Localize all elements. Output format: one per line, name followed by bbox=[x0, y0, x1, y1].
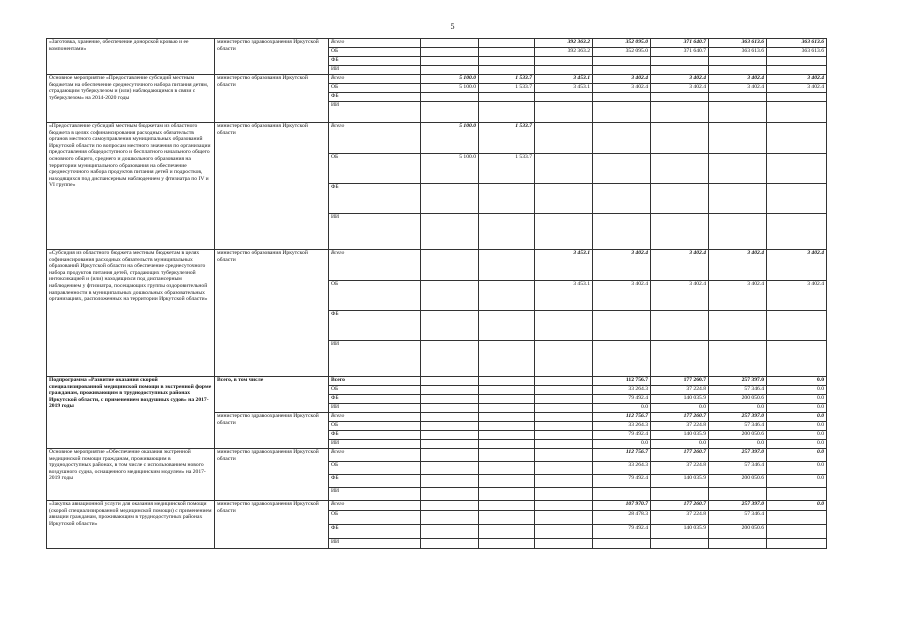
activity-name: Подпрограмма «Развитие оказания скорой специализированной медицинской помощи в экстренной форме гражданам, проживающим в труднодоступных районах Иркутской области, с применением воздушных судов» на 2017-2019 годы bbox=[47, 377, 215, 449]
amount-cell: 0.0 bbox=[593, 404, 651, 413]
amount-cell bbox=[651, 214, 709, 250]
amount-cell bbox=[421, 501, 479, 511]
amount-cell bbox=[479, 431, 535, 440]
amount-cell bbox=[421, 281, 479, 311]
amount-cell: 0.0 bbox=[709, 440, 767, 449]
amount-cell: 5 100.0 bbox=[421, 123, 479, 154]
amount-cell: 57 346.4 bbox=[709, 422, 767, 431]
amount-cell bbox=[421, 341, 479, 377]
amount-cell: 200 050.6 bbox=[709, 395, 767, 404]
funding-source: ИИ bbox=[329, 341, 421, 377]
amount-cell: 37 224.8 bbox=[651, 422, 709, 431]
amount-cell: 3 402.4 bbox=[593, 84, 651, 93]
amount-cell: 33 264.3 bbox=[593, 462, 651, 475]
amount-cell: 1 533.7 bbox=[479, 75, 535, 84]
amount-cell bbox=[421, 102, 479, 123]
amount-cell bbox=[709, 57, 767, 66]
amount-cell bbox=[479, 404, 535, 413]
amount-cell bbox=[421, 404, 479, 413]
amount-cell bbox=[479, 66, 535, 75]
amount-cell bbox=[479, 377, 535, 386]
amount-cell bbox=[421, 311, 479, 341]
activity-name: «Заготовка, хранение, обеспечение донорской кровью и ее компонентами» bbox=[47, 39, 215, 75]
amount-cell: 0.0 bbox=[593, 440, 651, 449]
activity-name: «Субсидия из областного бюджета местным бюджетам в целях софинансирования расходных обязательств муниципальных образований Иркутской области на обеспечение среднесуточного набора продуктов питания детей, страдающих туберкулезной интоксикацией и (или) находящихся под диспансерным наблюдением у фтизиатра, посещающих группы оздоровительной направленности в муниципальных дошкольных образовательных организациях, расположенных на территории Иркутской области» bbox=[47, 250, 215, 377]
amount-cell bbox=[535, 311, 593, 341]
amount-cell bbox=[767, 488, 827, 501]
amount-cell bbox=[421, 511, 479, 525]
amount-cell: 28 478.3 bbox=[593, 511, 651, 525]
funding-source: ИИ bbox=[329, 488, 421, 501]
amount-cell bbox=[593, 214, 651, 250]
amount-cell: 371 640.7 bbox=[651, 39, 709, 48]
amount-cell bbox=[479, 462, 535, 475]
amount-cell bbox=[421, 39, 479, 48]
amount-cell bbox=[593, 341, 651, 377]
amount-cell bbox=[535, 214, 593, 250]
amount-cell: 257 397.0 bbox=[709, 501, 767, 511]
amount-cell bbox=[535, 413, 593, 422]
amount-cell: 112 756.7 bbox=[593, 449, 651, 462]
funding-source: ОБ bbox=[329, 462, 421, 475]
amount-cell bbox=[767, 93, 827, 102]
amount-cell bbox=[767, 341, 827, 377]
amount-cell bbox=[421, 395, 479, 404]
funding-source: ИИ bbox=[329, 404, 421, 413]
table-row bbox=[47, 501, 827, 511]
amount-cell bbox=[767, 511, 827, 525]
amount-cell bbox=[535, 377, 593, 386]
amount-cell bbox=[535, 57, 593, 66]
amount-cell bbox=[421, 250, 479, 281]
amount-cell bbox=[767, 525, 827, 539]
amount-cell bbox=[535, 488, 593, 501]
amount-cell bbox=[651, 93, 709, 102]
amount-cell: 37 224.8 bbox=[651, 386, 709, 395]
amount-cell: 5 100.0 bbox=[421, 154, 479, 184]
funding-source: Всего bbox=[329, 39, 421, 48]
amount-cell: 0.0 bbox=[767, 431, 827, 440]
table-row bbox=[47, 449, 827, 462]
amount-cell: 392 363.2 bbox=[535, 39, 593, 48]
amount-cell bbox=[535, 462, 593, 475]
amount-cell: 352 095.0 bbox=[593, 39, 651, 48]
funding-source: Всего bbox=[329, 250, 421, 281]
table-row bbox=[47, 75, 827, 84]
amount-cell: 79 492.4 bbox=[593, 431, 651, 440]
amount-cell: 3 402.4 bbox=[593, 75, 651, 84]
amount-cell: 140 035.9 bbox=[651, 525, 709, 539]
table-row bbox=[47, 39, 827, 48]
amount-cell: 3 402.4 bbox=[593, 281, 651, 311]
amount-cell: 37 224.8 bbox=[651, 511, 709, 525]
amount-cell bbox=[479, 395, 535, 404]
table-row bbox=[47, 123, 827, 154]
amount-cell bbox=[767, 311, 827, 341]
funding-source: ОБ bbox=[329, 84, 421, 93]
amount-cell: 363 613.6 bbox=[709, 39, 767, 48]
amount-cell bbox=[479, 539, 535, 549]
funding-source: ОБ bbox=[329, 281, 421, 311]
amount-cell bbox=[479, 413, 535, 422]
amount-cell: 177 260.7 bbox=[651, 377, 709, 386]
amount-cell: 371 640.7 bbox=[651, 48, 709, 57]
funding-source: ФБ bbox=[329, 93, 421, 102]
amount-cell bbox=[535, 539, 593, 549]
amount-cell bbox=[651, 341, 709, 377]
amount-cell bbox=[479, 214, 535, 250]
amount-cell bbox=[651, 57, 709, 66]
funding-source: ОБ bbox=[329, 154, 421, 184]
amount-cell: 37 224.8 bbox=[651, 462, 709, 475]
amount-cell bbox=[479, 39, 535, 48]
funding-source: ФБ bbox=[329, 431, 421, 440]
amount-cell: 257 397.0 bbox=[709, 449, 767, 462]
funding-source: ОБ bbox=[329, 48, 421, 57]
funding-source: Всего bbox=[329, 123, 421, 154]
amount-cell: 0.0 bbox=[767, 449, 827, 462]
amount-cell bbox=[479, 48, 535, 57]
amount-cell: 3 453.1 bbox=[535, 281, 593, 311]
amount-cell: 363 613.6 bbox=[709, 48, 767, 57]
amount-cell bbox=[479, 102, 535, 123]
amount-cell bbox=[421, 431, 479, 440]
funding-source: ФБ bbox=[329, 311, 421, 341]
amount-cell: 200 050.6 bbox=[709, 475, 767, 488]
amount-cell: 3 402.4 bbox=[767, 281, 827, 311]
amount-cell: 140 035.9 bbox=[651, 395, 709, 404]
responsible-executor: министерство здравоохранения Иркутской области bbox=[215, 39, 329, 75]
amount-cell: 1 533.7 bbox=[479, 123, 535, 154]
amount-cell bbox=[709, 214, 767, 250]
amount-cell: 0.0 bbox=[767, 413, 827, 422]
amount-cell: 107 970.7 bbox=[593, 501, 651, 511]
amount-cell bbox=[421, 184, 479, 214]
amount-cell bbox=[479, 57, 535, 66]
amount-cell bbox=[767, 184, 827, 214]
amount-cell: 363 613.6 bbox=[767, 39, 827, 48]
responsible-executor: министерство образования Иркутской области bbox=[215, 250, 329, 377]
amount-cell bbox=[421, 422, 479, 431]
funding-source: Всего bbox=[329, 413, 421, 422]
amount-cell: 0.0 bbox=[767, 404, 827, 413]
amount-cell bbox=[767, 57, 827, 66]
amount-cell bbox=[767, 539, 827, 549]
amount-cell bbox=[535, 66, 593, 75]
amount-cell bbox=[535, 102, 593, 123]
amount-cell bbox=[479, 341, 535, 377]
amount-cell bbox=[535, 501, 593, 511]
amount-cell bbox=[479, 311, 535, 341]
responsible-executor: министерство здравоохранения Иркутской области bbox=[215, 449, 329, 501]
amount-cell bbox=[479, 488, 535, 501]
amount-cell: 392 363.2 bbox=[535, 48, 593, 57]
amount-cell bbox=[709, 93, 767, 102]
amount-cell: 0.0 bbox=[651, 404, 709, 413]
amount-cell bbox=[651, 488, 709, 501]
amount-cell bbox=[421, 525, 479, 539]
amount-cell: 200 050.6 bbox=[709, 525, 767, 539]
amount-cell: 3 402.4 bbox=[651, 281, 709, 311]
amount-cell: 3 453.1 bbox=[535, 75, 593, 84]
amount-cell bbox=[593, 539, 651, 549]
amount-cell: 0.0 bbox=[767, 475, 827, 488]
funding-source: ИИ bbox=[329, 440, 421, 449]
amount-cell: 3 402.4 bbox=[709, 75, 767, 84]
amount-cell: 57 346.4 bbox=[709, 462, 767, 475]
amount-cell: 112 756.7 bbox=[593, 413, 651, 422]
amount-cell: 1 533.7 bbox=[479, 84, 535, 93]
amount-cell: 57 346.4 bbox=[709, 511, 767, 525]
amount-cell bbox=[479, 281, 535, 311]
amount-cell bbox=[479, 449, 535, 462]
funding-source: ФБ bbox=[329, 525, 421, 539]
amount-cell bbox=[535, 525, 593, 539]
amount-cell bbox=[421, 475, 479, 488]
amount-cell bbox=[709, 66, 767, 75]
amount-cell bbox=[709, 123, 767, 154]
funding-source: ИИ bbox=[329, 539, 421, 549]
activity-name: Основное мероприятие «Предоставление субсидий местным бюджетам на обеспечение среднесуточного набора питания детям, страдающим туберкулезом и (или) наблюдающимся в связи с туберкулезом» на 2014-2020 годы bbox=[47, 75, 215, 123]
responsible-executor: Всего, в том числе bbox=[215, 377, 329, 413]
amount-cell: 5 100.0 bbox=[421, 75, 479, 84]
amount-cell: 79 492.4 bbox=[593, 475, 651, 488]
amount-cell bbox=[421, 93, 479, 102]
amount-cell bbox=[593, 311, 651, 341]
amount-cell bbox=[421, 440, 479, 449]
amount-cell: 5 100.0 bbox=[421, 84, 479, 93]
responsible-executor: министерство здравоохранения Иркутской области bbox=[215, 413, 329, 449]
amount-cell: 177 260.7 bbox=[651, 413, 709, 422]
funding-source: ОБ bbox=[329, 422, 421, 431]
amount-cell bbox=[421, 462, 479, 475]
amount-cell bbox=[535, 93, 593, 102]
amount-cell bbox=[651, 154, 709, 184]
funding-source: ИИ bbox=[329, 102, 421, 123]
responsible-executor: министерство образования Иркутской области bbox=[215, 75, 329, 123]
amount-cell: 79 492.4 bbox=[593, 525, 651, 539]
amount-cell bbox=[709, 184, 767, 214]
amount-cell: 3 402.4 bbox=[709, 281, 767, 311]
amount-cell bbox=[593, 66, 651, 75]
amount-cell bbox=[479, 475, 535, 488]
amount-cell bbox=[709, 488, 767, 501]
amount-cell bbox=[767, 214, 827, 250]
amount-cell: 3 453.1 bbox=[535, 84, 593, 93]
amount-cell: 57 346.4 bbox=[709, 386, 767, 395]
amount-cell bbox=[593, 102, 651, 123]
amount-cell bbox=[535, 511, 593, 525]
activity-name: Основное мероприятие «Обеспечение оказания экстренной медицинской помощи гражданам, проживающим в труднодоступных районах, в том числе с использованием нового воздушного судна, оснащенного медицинским модулем» на 2017-2019 годы bbox=[47, 449, 215, 501]
amount-cell bbox=[479, 511, 535, 525]
amount-cell: 0.0 bbox=[767, 395, 827, 404]
amount-cell bbox=[535, 475, 593, 488]
funding-source: Всего bbox=[329, 377, 421, 386]
amount-cell bbox=[593, 154, 651, 184]
amount-cell bbox=[421, 214, 479, 250]
amount-cell bbox=[593, 93, 651, 102]
amount-cell: 0.0 bbox=[767, 501, 827, 511]
amount-cell bbox=[421, 66, 479, 75]
amount-cell: 1 533.7 bbox=[479, 154, 535, 184]
amount-cell bbox=[421, 48, 479, 57]
amount-cell bbox=[421, 449, 479, 462]
amount-cell: 0.0 bbox=[709, 404, 767, 413]
amount-cell: 257 397.0 bbox=[709, 413, 767, 422]
amount-cell: 33 264.3 bbox=[593, 386, 651, 395]
amount-cell bbox=[593, 488, 651, 501]
amount-cell: 177 260.7 bbox=[651, 449, 709, 462]
amount-cell bbox=[535, 123, 593, 154]
amount-cell bbox=[535, 449, 593, 462]
amount-cell: 112 756.7 bbox=[593, 377, 651, 386]
amount-cell bbox=[651, 66, 709, 75]
amount-cell: 3 402.4 bbox=[709, 250, 767, 281]
amount-cell bbox=[535, 184, 593, 214]
funding-source: ИИ bbox=[329, 66, 421, 75]
funding-source: ФБ bbox=[329, 395, 421, 404]
amount-cell: 0.0 bbox=[767, 377, 827, 386]
funding-source: ФБ bbox=[329, 57, 421, 66]
funding-source: Всего bbox=[329, 75, 421, 84]
amount-cell bbox=[479, 250, 535, 281]
amount-cell bbox=[593, 184, 651, 214]
amount-cell bbox=[479, 501, 535, 511]
amount-cell bbox=[535, 154, 593, 184]
amount-cell bbox=[767, 123, 827, 154]
amount-cell: 3 402.4 bbox=[651, 84, 709, 93]
amount-cell: 140 035.9 bbox=[651, 475, 709, 488]
amount-cell bbox=[421, 413, 479, 422]
amount-cell bbox=[767, 102, 827, 123]
responsible-executor: министерство здравоохранения Иркутской области bbox=[215, 501, 329, 549]
amount-cell: 200 050.6 bbox=[709, 431, 767, 440]
amount-cell: 257 397.0 bbox=[709, 377, 767, 386]
amount-cell bbox=[479, 440, 535, 449]
activity-name: «Предоставление субсидий местным бюджетам из областного бюджета в целях софинансирования расходных обязательств органов местного самоуправления муниципальных образований Иркутской области по вопросам местного значения по организации предоставления общедоступного и бесплатного начального общего основного общего, среднего и дошкольного образования на территории муниципального образования на обеспечение среднесуточного набора продуктов питания детей и подростков, находящихся под диспансерным наблюдением у фтизиатра по IV и VI группе» bbox=[47, 123, 215, 250]
responsible-executor: министерство образования Иркутской области bbox=[215, 123, 329, 250]
funding-source: ОБ bbox=[329, 511, 421, 525]
amount-cell: 363 613.6 bbox=[767, 48, 827, 57]
amount-cell bbox=[479, 93, 535, 102]
amount-cell bbox=[479, 184, 535, 214]
amount-cell bbox=[535, 341, 593, 377]
amount-cell bbox=[421, 377, 479, 386]
funding-source: ОБ bbox=[329, 386, 421, 395]
amount-cell: 3 402.4 bbox=[709, 84, 767, 93]
amount-cell bbox=[535, 431, 593, 440]
amount-cell: 177 260.7 bbox=[651, 501, 709, 511]
amount-cell bbox=[421, 57, 479, 66]
amount-cell: 33 264.3 bbox=[593, 422, 651, 431]
amount-cell bbox=[651, 539, 709, 549]
amount-cell bbox=[593, 123, 651, 154]
amount-cell bbox=[479, 422, 535, 431]
amount-cell bbox=[593, 57, 651, 66]
amount-cell bbox=[767, 66, 827, 75]
amount-cell bbox=[479, 525, 535, 539]
amount-cell: 3 402.4 bbox=[767, 250, 827, 281]
amount-cell: 79 492.4 bbox=[593, 395, 651, 404]
amount-cell: 3 402.4 bbox=[767, 75, 827, 84]
amount-cell bbox=[535, 386, 593, 395]
amount-cell: 3 402.4 bbox=[767, 84, 827, 93]
amount-cell bbox=[709, 341, 767, 377]
amount-cell: 3 402.4 bbox=[651, 250, 709, 281]
amount-cell: 0.0 bbox=[767, 440, 827, 449]
amount-cell bbox=[535, 404, 593, 413]
table-row bbox=[47, 250, 827, 281]
amount-cell bbox=[709, 102, 767, 123]
table-row bbox=[47, 377, 827, 386]
funding-source: ИИ bbox=[329, 214, 421, 250]
amount-cell: 3 402.4 bbox=[651, 75, 709, 84]
amount-cell bbox=[651, 123, 709, 154]
amount-cell bbox=[767, 154, 827, 184]
amount-cell: 352 095.0 bbox=[593, 48, 651, 57]
budget-table bbox=[46, 38, 827, 549]
amount-cell: 0.0 bbox=[767, 462, 827, 475]
funding-source: Всего bbox=[329, 501, 421, 511]
amount-cell bbox=[479, 386, 535, 395]
amount-cell: 0.0 bbox=[651, 440, 709, 449]
amount-cell: 0.0 bbox=[767, 422, 827, 431]
amount-cell bbox=[535, 422, 593, 431]
page-number: 5 bbox=[450, 22, 455, 31]
funding-source: ФБ bbox=[329, 475, 421, 488]
amount-cell bbox=[535, 395, 593, 404]
funding-source: ФБ bbox=[329, 184, 421, 214]
amount-cell: 0.0 bbox=[767, 386, 827, 395]
amount-cell bbox=[651, 184, 709, 214]
amount-cell: 3 453.1 bbox=[535, 250, 593, 281]
amount-cell: 3 402.4 bbox=[593, 250, 651, 281]
amount-cell bbox=[709, 539, 767, 549]
amount-cell bbox=[421, 386, 479, 395]
funding-source: Всего bbox=[329, 449, 421, 462]
amount-cell bbox=[651, 311, 709, 341]
amount-cell bbox=[535, 440, 593, 449]
amount-cell bbox=[709, 154, 767, 184]
amount-cell bbox=[421, 488, 479, 501]
amount-cell: 140 035.9 bbox=[651, 431, 709, 440]
activity-name: «Закупка авиационной услуги для оказания медицинской помощи (скорой специализированной медицинской помощи) с применением авиации гражданам, проживающим в труднодоступных районах Иркутской области» bbox=[47, 501, 215, 549]
amount-cell bbox=[709, 311, 767, 341]
amount-cell bbox=[651, 102, 709, 123]
amount-cell bbox=[421, 539, 479, 549]
